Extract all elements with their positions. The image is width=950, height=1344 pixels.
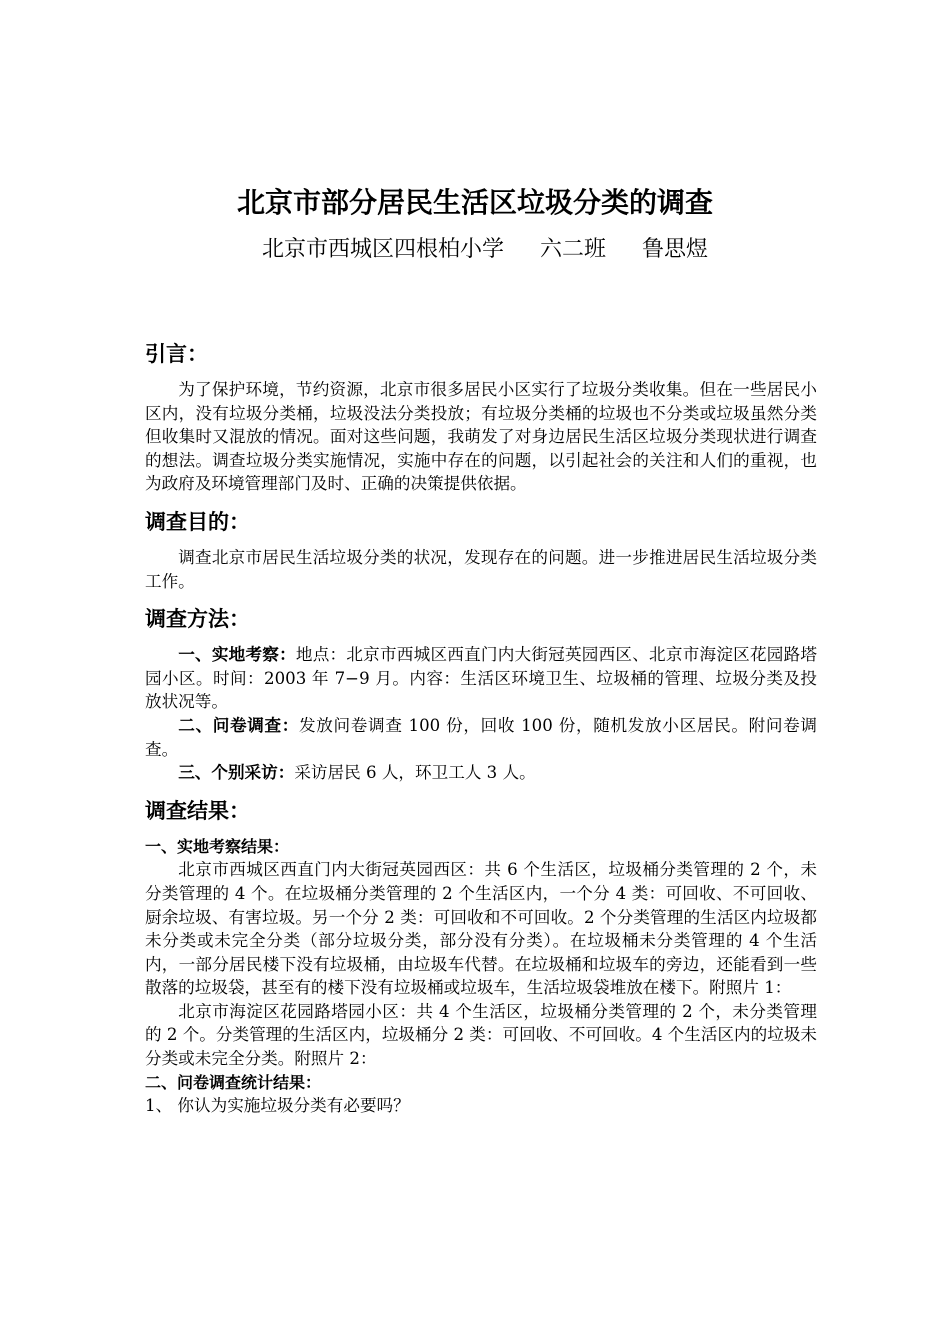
- field-result-paragraph: 北京市西城区西直门内大街冠英园西区：共 6 个生活区，垃圾桶分类管理的 2 个，未分类管理的 4 个。在垃圾桶分类管理的 2 个生活区内，一个分 4 类：可回收、不可回收、厨余垃圾、有害垃圾。另一个分 2 类：可回收和不可回收。2 个分类管理的生活区内垃圾都未分类或未完全分类（部分垃圾分类，部分没有分类）。在垃圾桶未分类管理的 4 个生活内，一部分居民楼下没有垃圾桶，由垃圾车代替。在垃圾桶和垃圾车的旁边，还能看到一些散落的垃圾袋，甚至有的楼下没有垃圾桶或垃圾车，生活垃圾袋堆放在楼下。附照片 1：: [145, 860, 817, 998]
- document-body: [145, 338, 817, 1118]
- results-heading: 调查结果：: [145, 798, 250, 823]
- intro-heading: 引言：: [145, 342, 208, 366]
- survey-results-heading: 二、问卷调查统计结果：: [145, 1072, 322, 1092]
- method-item-label: 三、个别采访：: [178, 763, 295, 783]
- purpose-paragraph: 调查北京市居民生活垃圾分类的状况，发现存在的问题。进一步推进居民生活垃圾分类工作。: [145, 547, 817, 591]
- byline-class: 六二班: [539, 237, 606, 262]
- method-item: [145, 714, 817, 761]
- method-item: [145, 643, 817, 714]
- method-item-label: 二、问卷调查：: [178, 715, 300, 735]
- byline: [0, 236, 950, 264]
- byline-author: 鲁思煜: [642, 237, 709, 262]
- byline-school: 北京市西城区四根柏小学: [261, 237, 504, 262]
- field-result-paragraph: 北京市海淀区花园路塔园小区：共 4 个生活区，垃圾桶分类管理的 2 个，未分类管理的 2 个。分类管理的生活区内，垃圾桶分 2 类：可回收、不可回收。4 个生活区内的垃圾未分类或未完全分类。附照片 2：: [145, 1001, 818, 1069]
- method-item: [145, 761, 817, 785]
- method-item-text: 地点：北京市西城区西直门内大街冠英园西区、北京市海淀区花园路塔园小区。时间：2003 年 7−9 月。内容：生活区环境卫生、垃圾桶的管理、垃圾分类及投放状况等。: [145, 645, 817, 712]
- method-item-text: 发放问卷调查 100 份，回收 100 份，随机发放小区居民。附问卷调查。: [145, 715, 817, 759]
- method-item-text: 采访居民 6 人，环卫工人 3 人。: [294, 763, 536, 783]
- method-item-label: 一、实地考察：: [178, 645, 296, 665]
- field-results-heading: 一、实地考察结果：: [145, 836, 290, 856]
- method-heading: 调查方法：: [145, 607, 250, 632]
- document-title: 北京市部分居民生活区垃圾分类的调查: [236, 186, 713, 219]
- purpose-heading: 调查目的：: [145, 509, 250, 534]
- intro-paragraph: 为了保护环境，节约资源，北京市很多居民小区实行了垃圾分类收集。但在一些居民小区内，没有垃圾分类桶，垃圾没法分类投放；有垃圾分类桶的垃圾也不分类或垃圾虽然分类但收集时又混放的情况。面对这些问题，我萌发了对身边居民生活区垃圾分类现状进行调查的想法。调查垃圾分类实施情况，实施中存在的问题，以引起社会的关注和人们的重视，也为政府及环境管理部门及时、正确的决策提供依据。: [145, 380, 817, 494]
- survey-question: 1、 你认为实施垃圾分类有必要吗？: [145, 1096, 410, 1116]
